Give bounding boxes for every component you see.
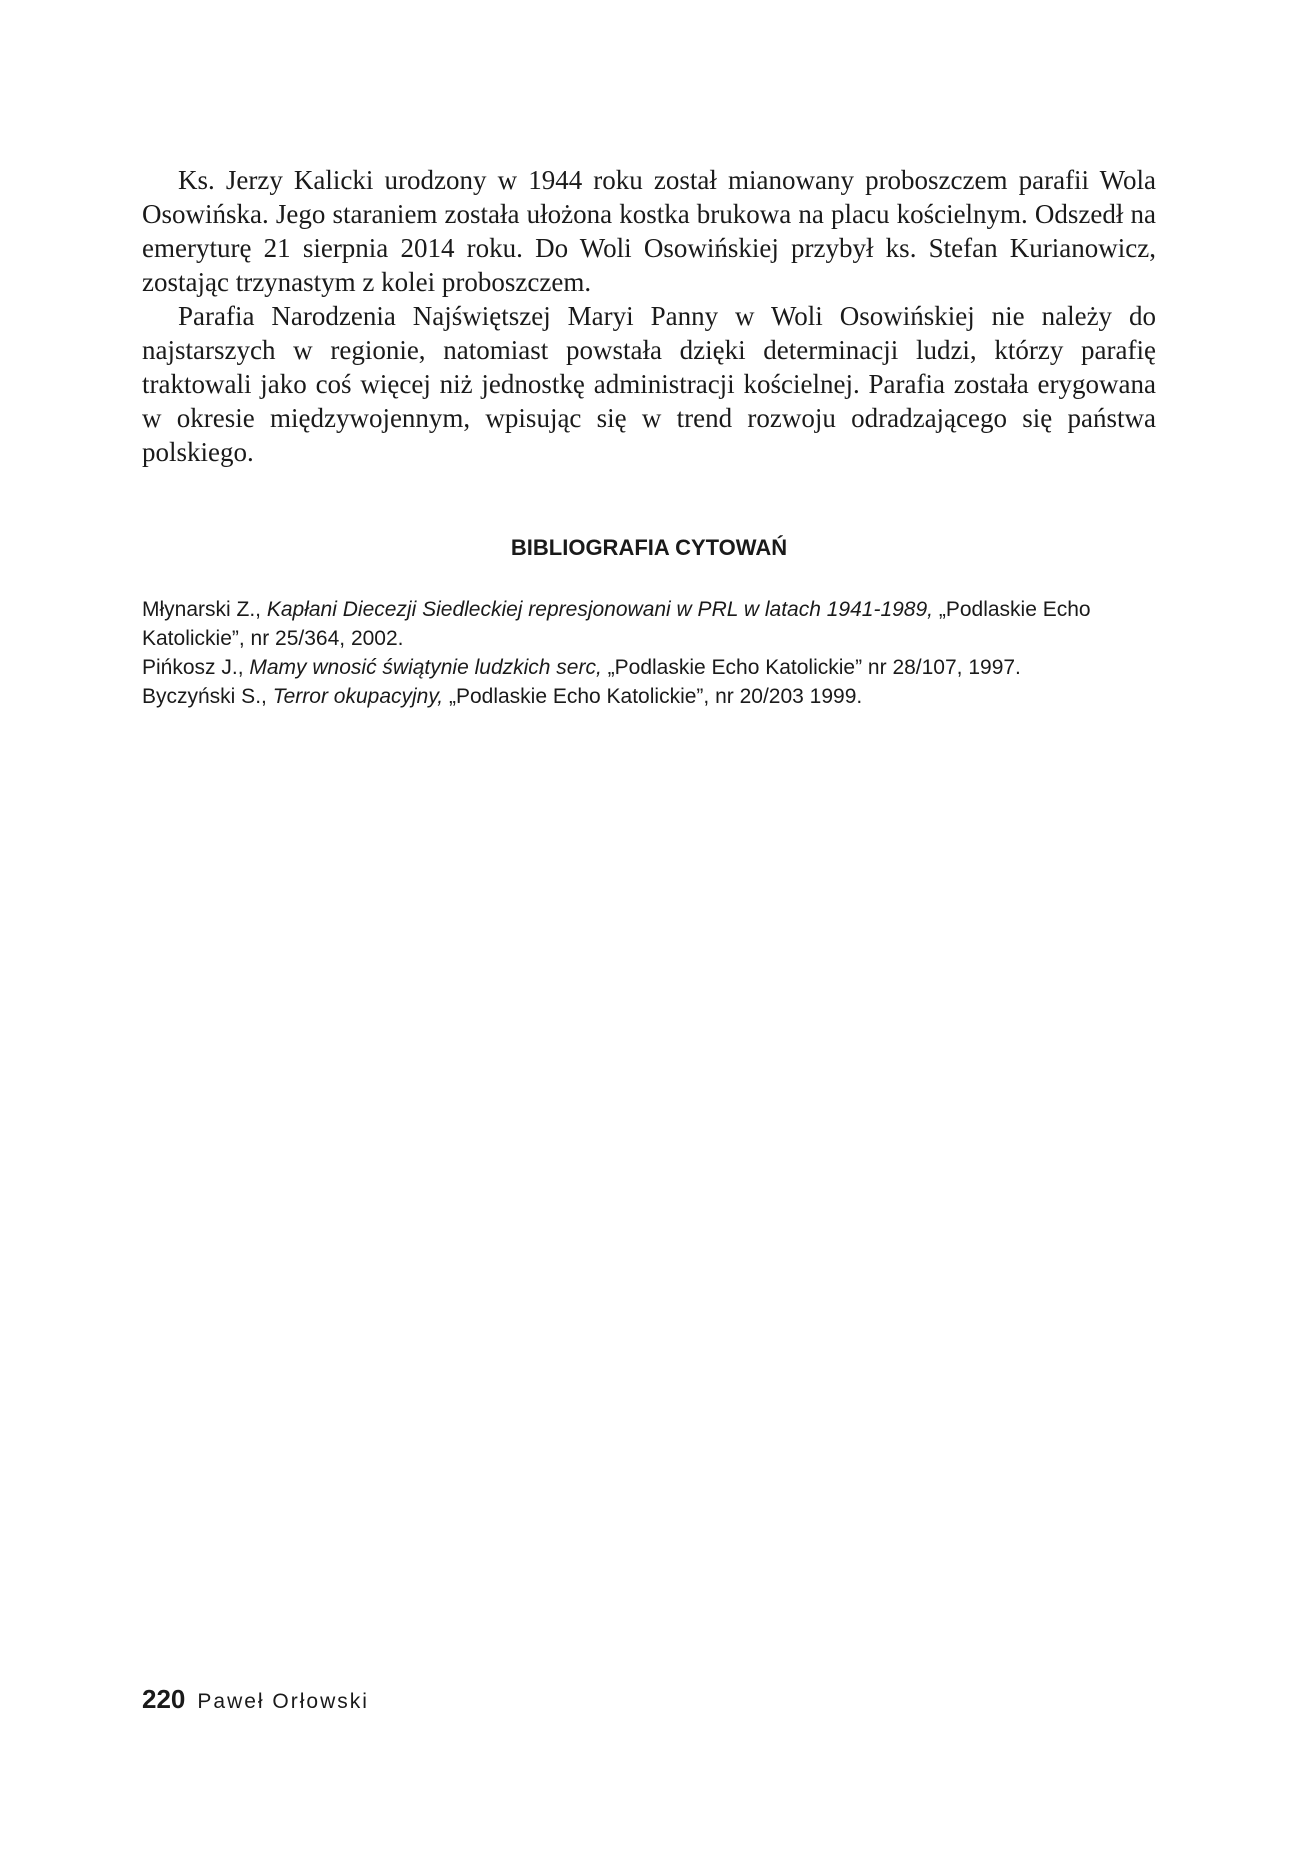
entry-title: Terror okupacyjny,: [272, 685, 444, 708]
paragraph-1: Ks. Jerzy Kalicki urodzony w 1944 roku został mianowany proboszczem parafii Wola Osowińska. Jego staraniem została ułożona kostka brukowa na placu kościelnym. Odszedł na emeryturę 21 sierpnia 2014 roku. Do Woli Osowińskiej przybył ks. Stefan Kurianowicz, zostając trzynastym z kolei proboszczem.: [142, 165, 1156, 297]
entry-author: Pińkosz J.,: [142, 656, 250, 679]
entry-source: „Podlaskie Echo Katolickie” nr 28/107, 1997.: [601, 656, 1021, 679]
running-author: Paweł Orłowski: [197, 1690, 369, 1713]
entry-title: Mamy wnosić świątynie ludzkich serc,: [249, 656, 602, 679]
main-text: [142, 163, 1156, 469]
entry-source: „Podlaskie Echo Katolickie”, nr 25/364, 2002.: [142, 598, 1091, 650]
bibliography-entry: [142, 595, 1156, 653]
entry-source: „Podlaskie Echo Katolickie”, nr 20/203 1999.: [443, 685, 863, 708]
entry-author: Byczyński S.,: [142, 685, 273, 708]
paragraph-2: Parafia Narodzenia Najświętszej Maryi Panny w Woli Osowińskiej nie należy do najstarszych w regionie, natomiast powstała dzięki determinacji ludzi, którzy parafię traktowali jako coś więcej niż jednostkę administracji kościelnej. Parafia została erygowana w okresie międzywojennym, wpisując się w trend rozwoju odradzającego się państwa polskiego.: [142, 301, 1156, 467]
page-number: 220: [142, 1684, 186, 1714]
bibliography-heading: BIBLIOGRAFIA CYTOWAŃ: [510, 535, 788, 560]
bibliography-entry: [142, 682, 1156, 711]
entry-title: Kapłani Diecezji Siedleckiej represjonowani w PRL w latach 1941-1989,: [266, 598, 933, 621]
entry-author: Młynarski Z.,: [142, 598, 267, 621]
bibliography-entry: [142, 653, 1156, 682]
page-footer: [142, 1684, 369, 1715]
bibliography-list: [142, 595, 1156, 711]
